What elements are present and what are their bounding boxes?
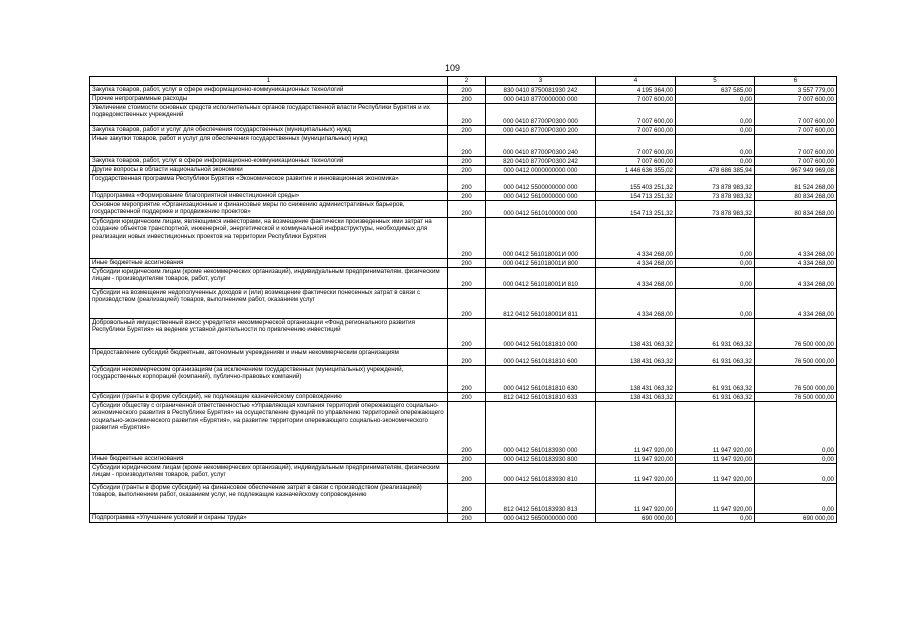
- row-col2-cell: 200: [448, 349, 486, 366]
- row-code-cell: 820 0410 87700Р0300 242: [486, 157, 596, 166]
- row-col5-amount: 73 878 983,32: [676, 175, 755, 192]
- row-code-cell: 000 0410 87700Р0300 200: [486, 126, 596, 135]
- table-row: [90, 366, 837, 393]
- row-col5-amount: 0,00: [676, 95, 755, 104]
- row-col6-amount: 81 524 268,00: [755, 175, 837, 192]
- row-col5-amount: 0,00: [676, 268, 755, 289]
- row-code-cell: 000 0410 87700Р0300 240: [486, 135, 596, 157]
- table-row: [90, 192, 837, 201]
- row-col5-amount: 0,00: [676, 126, 755, 135]
- table-row: [90, 402, 837, 455]
- table-row: [90, 175, 837, 192]
- row-col6-amount: 690 000,00: [755, 514, 837, 523]
- row-name-cell: Иные бюджетные ассигнования: [90, 259, 448, 268]
- budget-table: [89, 76, 837, 523]
- row-name-cell: Субсидии юридическим лицам (кроме некоммерческих организаций), индивидуальным предпринимателям, физическим лицам - производителям товаров, работ, услуг: [90, 464, 448, 484]
- row-code-cell: 000 0412 0000000000 000: [486, 166, 596, 175]
- table-row: [90, 393, 837, 402]
- header-col-4: 4: [596, 77, 676, 86]
- row-code-cell: 000 0412 561018001И 800: [486, 259, 596, 268]
- row-col4-amount: 4 334 268,00: [596, 289, 676, 319]
- row-col4-amount: 138 431 063,32: [596, 349, 676, 366]
- row-col6-amount: 80 834 268,00: [755, 192, 837, 201]
- row-name-cell: Прочие непрограммные расходы: [90, 95, 448, 104]
- row-col6-amount: 0,00: [755, 464, 837, 484]
- table-row: [90, 126, 837, 135]
- row-code-cell: 000 0412 5610181810 600: [486, 349, 596, 366]
- row-col4-amount: 154 713 251,32: [596, 192, 676, 201]
- row-col6-amount: 0,00: [755, 484, 837, 514]
- row-name-cell: Закупка товаров, работ и услуг для обеспечения государственных (муниципальных) нужд: [90, 126, 448, 135]
- row-col4-amount: 7 007 600,00: [596, 126, 676, 135]
- row-col5-amount: 0,00: [676, 135, 755, 157]
- table-row: [90, 484, 837, 514]
- row-code-cell: 000 0412 5610181810 000: [486, 319, 596, 349]
- row-name-cell: Иные бюджетные ассигнования: [90, 455, 448, 464]
- header-col-5: 5: [676, 77, 755, 86]
- row-name-cell: Субсидии на возмещение недополученных доходов и (или) возмещение фактически понесенных затрат в связи с производством (реализацией) товаров, выполнением работ, оказанием услуг: [90, 289, 448, 319]
- row-col2-cell: 200: [448, 289, 486, 319]
- row-col6-amount: 76 500 000,00: [755, 366, 837, 393]
- row-col6-amount: 4 334 268,00: [755, 289, 837, 319]
- row-col4-amount: 4 195 364,00: [596, 86, 676, 95]
- row-code-cell: 000 0410 8770000000 000: [486, 95, 596, 104]
- table-body: [90, 77, 837, 523]
- row-col2-cell: 200: [448, 464, 486, 484]
- row-name-cell: Подпрограмма «Улучшение условий и охраны труда»: [90, 514, 448, 523]
- row-code-cell: 812 0412 5610183930 813: [486, 484, 596, 514]
- row-col2-cell: 200: [448, 86, 486, 95]
- row-col2-cell: 200: [448, 135, 486, 157]
- row-col2-cell: 200: [448, 166, 486, 175]
- row-col4-amount: 4 334 268,00: [596, 268, 676, 289]
- row-name-cell: Увеличение стоимости основных средств исполнительных органов государственной власти Республики Бурятия и их подведомственных учреждений: [90, 104, 448, 126]
- row-col4-amount: 155 403 251,32: [596, 175, 676, 192]
- row-col6-amount: 4 334 268,00: [755, 268, 837, 289]
- row-code-cell: 000 0412 561018001И 810: [486, 268, 596, 289]
- row-name-cell: Субсидии юридическим лицам, являющимся инвесторами, на возмещение фактически произведенных ими затрат на создание объектов транспортной, инженерной, энергетической и коммунальной инфраструктуры, необходимых для реализации новых инвестиционных проектов на территории Республики Бурятия: [90, 218, 448, 259]
- row-col5-amount: 11 947 920,00: [676, 402, 755, 455]
- row-col2-cell: 200: [448, 514, 486, 523]
- row-name-cell: Подпрограмма «Формирование благоприятной инвестиционной среды»: [90, 192, 448, 201]
- row-col4-amount: 11 947 920,00: [596, 455, 676, 464]
- row-col5-amount: 0,00: [676, 514, 755, 523]
- row-code-cell: 000 0412 5610100000 000: [486, 201, 596, 218]
- row-col5-amount: 0,00: [676, 157, 755, 166]
- row-col5-amount: 61 931 063,32: [676, 366, 755, 393]
- row-name-cell: Субсидии некоммерческим организациям (за исключением государственных (муниципальных) учреждений, государственных корпораций (компаний), публично-правовых компаний): [90, 366, 448, 393]
- table-row: [90, 218, 837, 259]
- row-col2-cell: 200: [448, 157, 486, 166]
- row-col4-amount: 138 431 063,32: [596, 393, 676, 402]
- row-col2-cell: 200: [448, 218, 486, 259]
- row-name-cell: Иные закупки товаров, работ и услуг для обеспечения государственных (муниципальных) нужд: [90, 135, 448, 157]
- row-col5-amount: 0,00: [676, 218, 755, 259]
- row-name-cell: Субсидии (гранты в форме субсидий) на финансовое обеспечение затрат в связи с производством (реализацией) товаров, выполнением работ, оказанием услуг, не подлежащие казначейскому сопровождению: [90, 484, 448, 514]
- table-row: [90, 135, 837, 157]
- table-row: [90, 259, 837, 268]
- row-name-cell: Субсидии юридическим лицам (кроме некоммерческих организаций), индивидуальным предпринимателям, физическим лицам - производителям товаров, работ, услуг: [90, 268, 448, 289]
- row-col5-amount: 11 947 920,00: [676, 464, 755, 484]
- table-header-row: [90, 77, 837, 86]
- row-col6-amount: 80 834 268,00: [755, 201, 837, 218]
- row-col2-cell: 200: [448, 455, 486, 464]
- row-code-cell: 812 0412 5610181810 633: [486, 393, 596, 402]
- row-col6-amount: 0,00: [755, 455, 837, 464]
- row-col4-amount: 11 947 920,00: [596, 402, 676, 455]
- header-col-3: 3: [486, 77, 596, 86]
- row-col2-cell: 200: [448, 484, 486, 514]
- table-row: [90, 95, 837, 104]
- row-col5-amount: 73 878 983,32: [676, 201, 755, 218]
- row-col4-amount: 4 334 268,00: [596, 259, 676, 268]
- row-col5-amount: 11 947 920,00: [676, 484, 755, 514]
- header-col-2: 2: [448, 77, 486, 86]
- row-col4-amount: 7 007 600,00: [596, 104, 676, 126]
- row-col6-amount: 76 500 000,00: [755, 349, 837, 366]
- row-col4-amount: 138 431 063,32: [596, 319, 676, 349]
- row-col4-amount: 690 000,00: [596, 514, 676, 523]
- row-col4-amount: 7 007 600,00: [596, 135, 676, 157]
- row-col2-cell: 200: [448, 402, 486, 455]
- row-name-cell: Закупка товаров, работ, услуг в сфере информационно-коммуникационных технологий: [90, 86, 448, 95]
- row-col4-amount: 1 446 636 355,02: [596, 166, 676, 175]
- row-col2-cell: 200: [448, 104, 486, 126]
- row-col6-amount: 0,00: [755, 402, 837, 455]
- table-row: [90, 157, 837, 166]
- row-col6-amount: 4 334 268,00: [755, 259, 837, 268]
- table-row: [90, 349, 837, 366]
- table-row: [90, 166, 837, 175]
- table-row: [90, 201, 837, 218]
- row-code-cell: 812 0412 561018001И 811: [486, 289, 596, 319]
- row-col6-amount: 76 500 000,00: [755, 319, 837, 349]
- row-code-cell: 000 0412 561018001И 000: [486, 218, 596, 259]
- row-col6-amount: 967 949 969,08: [755, 166, 837, 175]
- row-code-cell: 000 0412 5610183930 000: [486, 402, 596, 455]
- row-col4-amount: 7 007 600,00: [596, 95, 676, 104]
- row-name-cell: Государственная программа Республики Бурятия «Экономическое развитие и инновационная экономика»: [90, 175, 448, 192]
- row-code-cell: 000 0410 87700Р0300 000: [486, 104, 596, 126]
- row-code-cell: 000 0412 5610183930 810: [486, 464, 596, 484]
- table-row: [90, 86, 837, 95]
- table-row: [90, 268, 837, 289]
- row-code-cell: 000 0412 5610181810 630: [486, 366, 596, 393]
- row-name-cell: Закупка товаров, работ, услуг в сфере информационно-коммуникационных технологий: [90, 157, 448, 166]
- row-name-cell: Другие вопросы в области национальной экономики: [90, 166, 448, 175]
- row-code-cell: 830 0410 8750081930 242: [486, 86, 596, 95]
- row-col6-amount: 3 557 779,00: [755, 86, 837, 95]
- row-name-cell: Субсидии обществу с ограниченной ответственностью «Управляющая компания территорий опережающего социально-экономического развития в Республике Бурятия» на осуществление функций по управлению территорией опережающего социально-экономического развития «Бурятия», на развитие территории опережающего социально-экономического развития «Бурятия»: [90, 402, 448, 455]
- row-col4-amount: 154 713 251,32: [596, 201, 676, 218]
- page-number: 109: [444, 63, 461, 73]
- table-row: [90, 455, 837, 464]
- row-col2-cell: 200: [448, 175, 486, 192]
- row-col5-amount: 0,00: [676, 289, 755, 319]
- row-col6-amount: 4 334 268,00: [755, 218, 837, 259]
- row-col5-amount: 0,00: [676, 259, 755, 268]
- row-col2-cell: 200: [448, 268, 486, 289]
- row-col2-cell: 200: [448, 201, 486, 218]
- row-col4-amount: 4 334 268,00: [596, 218, 676, 259]
- row-code-cell: 000 0412 5500000000 000: [486, 175, 596, 192]
- row-col4-amount: 138 431 063,32: [596, 366, 676, 393]
- row-col5-amount: 478 686 385,94: [676, 166, 755, 175]
- row-col6-amount: 7 007 600,00: [755, 95, 837, 104]
- row-col5-amount: 61 931 063,32: [676, 349, 755, 366]
- row-code-cell: 000 0412 5650000000 000: [486, 514, 596, 523]
- row-col4-amount: 7 007 600,00: [596, 157, 676, 166]
- row-col6-amount: 7 007 600,00: [755, 157, 837, 166]
- table-row: [90, 464, 837, 484]
- row-code-cell: 000 0412 5610183930 800: [486, 455, 596, 464]
- row-col5-amount: 73 878 983,32: [676, 192, 755, 201]
- row-name-cell: Основное мероприятие «Организационные и финансовые меры по снижению административных барьеров, государственной поддержке и продвижению проектов»: [90, 201, 448, 218]
- row-col2-cell: 200: [448, 393, 486, 402]
- row-col2-cell: 200: [448, 95, 486, 104]
- row-code-cell: 000 0412 5610000000 000: [486, 192, 596, 201]
- row-col6-amount: 76 500 000,00: [755, 393, 837, 402]
- row-col2-cell: 200: [448, 192, 486, 201]
- row-col6-amount: 7 007 600,00: [755, 135, 837, 157]
- table-row: [90, 514, 837, 523]
- row-col4-amount: 11 947 920,00: [596, 464, 676, 484]
- row-col4-amount: 11 947 920,00: [596, 484, 676, 514]
- row-col2-cell: 200: [448, 259, 486, 268]
- table-row: [90, 289, 837, 319]
- table-row: [90, 104, 837, 126]
- row-name-cell: Добровольный имущественный взнос учредителя некоммерческой организации «Фонд регионального развития Республики Бурятия» на ведение уставной деятельности по привлечению инвестиций: [90, 319, 448, 349]
- row-col6-amount: 7 007 600,00: [755, 104, 837, 126]
- table-row: [90, 319, 837, 349]
- header-col-6: 6: [755, 77, 837, 86]
- row-col2-cell: 200: [448, 126, 486, 135]
- header-col-1: 1: [90, 77, 448, 86]
- row-col5-amount: 0,00: [676, 104, 755, 126]
- row-col2-cell: 200: [448, 366, 486, 393]
- row-col5-amount: 61 931 063,32: [676, 319, 755, 349]
- row-col5-amount: 11 947 920,00: [676, 455, 755, 464]
- row-col5-amount: 637 585,00: [676, 86, 755, 95]
- row-name-cell: Предоставление субсидий бюджетным, автономным учреждениям и иным некоммерческим организациям: [90, 349, 448, 366]
- row-name-cell: Субсидии (гранты в форме субсидий), не подлежащие казначейскому сопровождению: [90, 393, 448, 402]
- row-col5-amount: 61 931 063,32: [676, 393, 755, 402]
- row-col2-cell: 200: [448, 319, 486, 349]
- row-col6-amount: 7 007 600,00: [755, 126, 837, 135]
